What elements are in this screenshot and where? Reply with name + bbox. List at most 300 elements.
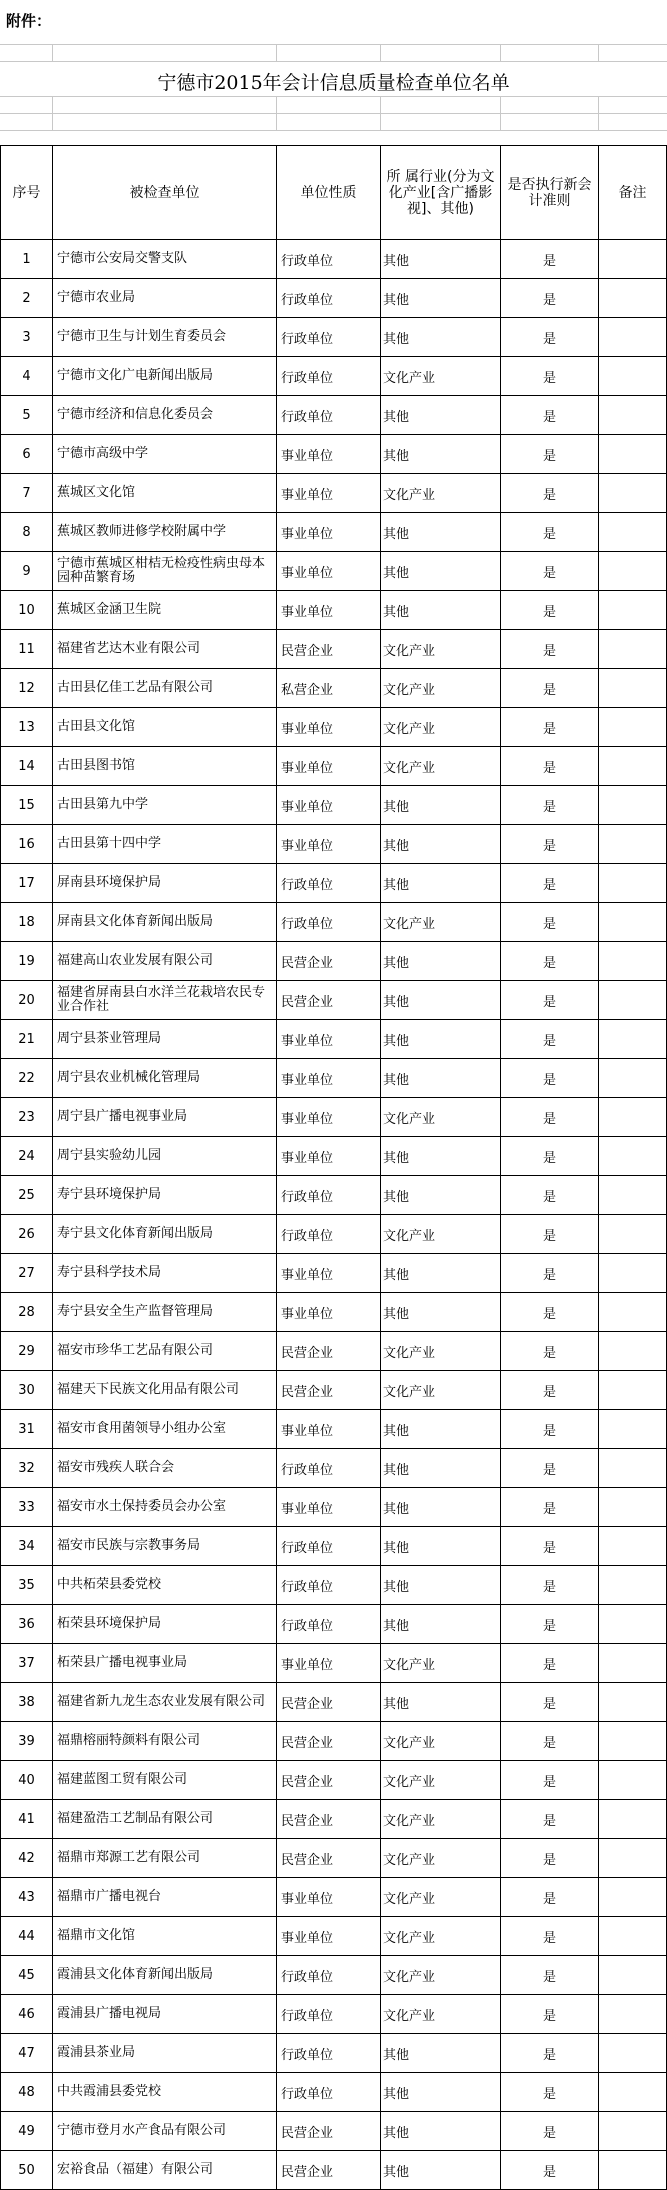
cell-remark (599, 2073, 667, 2112)
cell-remark (599, 2034, 667, 2073)
cell-unit: 寿宁县安全生产监督管理局 (53, 1293, 277, 1332)
cell-unit: 蕉城区文化馆 (53, 474, 277, 513)
header-industry: 所 属行业(分为文化产业[含广播影视]、其他) (381, 146, 501, 240)
cell-seq: 37 (1, 1644, 53, 1683)
cell-seq: 21 (1, 1020, 53, 1059)
cell-remark (599, 786, 667, 825)
cell-remark (599, 1800, 667, 1839)
cell-nature: 民营企业 (277, 1683, 381, 1722)
cell-remark (599, 1644, 667, 1683)
table-row (1, 435, 667, 474)
cell-new-standard: 是 (501, 1137, 599, 1176)
cell-seq: 41 (1, 1800, 53, 1839)
cell-industry: 文化产业 (381, 708, 501, 747)
cell-industry: 其他 (381, 1449, 501, 1488)
cell-industry: 其他 (381, 2151, 501, 2190)
cell-seq: 14 (1, 747, 53, 786)
cell-nature: 行政单位 (277, 396, 381, 435)
cell-industry: 其他 (381, 396, 501, 435)
cell-seq: 40 (1, 1761, 53, 1800)
table-row (1, 1371, 667, 1410)
cell-nature: 事业单位 (277, 1098, 381, 1137)
cell-nature: 民营企业 (277, 1371, 381, 1410)
cell-unit: 屏南县环境保护局 (53, 864, 277, 903)
cell-remark (599, 1098, 667, 1137)
cell-industry: 文化产业 (381, 903, 501, 942)
cell-unit: 福建省艺达木业有限公司 (53, 630, 277, 669)
cell-remark (599, 1293, 667, 1332)
cell-industry: 文化产业 (381, 1800, 501, 1839)
cell-industry: 其他 (381, 1020, 501, 1059)
cell-new-standard: 是 (501, 1293, 599, 1332)
cell-industry: 其他 (381, 1410, 501, 1449)
cell-unit: 蕉城区金涵卫生院 (53, 591, 277, 630)
cell-unit: 寿宁县环境保护局 (53, 1176, 277, 1215)
cell-nature: 民营企业 (277, 1839, 381, 1878)
cell-nature: 行政单位 (277, 2034, 381, 2073)
cell-seq: 6 (1, 435, 53, 474)
cell-nature: 行政单位 (277, 864, 381, 903)
cell-new-standard: 是 (501, 1449, 599, 1488)
cell-unit: 中共霞浦县委党校 (53, 2073, 277, 2112)
cell-nature: 民营企业 (277, 2112, 381, 2151)
cell-remark (599, 1605, 667, 1644)
cell-nature: 民营企业 (277, 2151, 381, 2190)
cell-seq: 46 (1, 1995, 53, 2034)
table-row (1, 1761, 667, 1800)
cell-remark (599, 669, 667, 708)
table-row (1, 1176, 667, 1215)
cell-remark (599, 1410, 667, 1449)
cell-nature: 行政单位 (277, 240, 381, 279)
cell-nature: 事业单位 (277, 474, 381, 513)
table-row (1, 2112, 667, 2151)
table-row (1, 2151, 667, 2190)
cell-seq: 35 (1, 1566, 53, 1605)
cell-new-standard: 是 (501, 786, 599, 825)
cell-nature: 事业单位 (277, 1878, 381, 1917)
cell-industry: 其他 (381, 1059, 501, 1098)
cell-industry: 其他 (381, 1176, 501, 1215)
table-row (1, 1410, 667, 1449)
blank-row (0, 45, 667, 62)
cell-new-standard: 是 (501, 903, 599, 942)
cell-new-standard: 是 (501, 513, 599, 552)
cell-remark (599, 1527, 667, 1566)
spreadsheet (0, 0, 667, 131)
cell-remark (599, 630, 667, 669)
cell-seq: 25 (1, 1176, 53, 1215)
attachment-label: 附件： (6, 12, 52, 30)
cell-industry: 文化产业 (381, 1878, 501, 1917)
cell-remark (599, 591, 667, 630)
cell-unit: 福安市水土保持委员会办公室 (53, 1488, 277, 1527)
cell-nature: 行政单位 (277, 903, 381, 942)
cell-seq: 11 (1, 630, 53, 669)
cell-nature: 事业单位 (277, 1293, 381, 1332)
cell-seq: 2 (1, 279, 53, 318)
cell-new-standard: 是 (501, 1254, 599, 1293)
table-row (1, 630, 667, 669)
cell-nature: 行政单位 (277, 1215, 381, 1254)
cell-nature: 行政单位 (277, 2073, 381, 2112)
cell-remark (599, 1683, 667, 1722)
table-row (1, 1527, 667, 1566)
cell-seq: 17 (1, 864, 53, 903)
cell-unit: 柘荣县广播电视事业局 (53, 1644, 277, 1683)
cell-industry: 其他 (381, 1488, 501, 1527)
cell-unit: 周宁县广播电视事业局 (53, 1098, 277, 1137)
cell-industry: 其他 (381, 1566, 501, 1605)
cell-new-standard: 是 (501, 435, 599, 474)
cell-seq: 30 (1, 1371, 53, 1410)
cell-nature: 事业单位 (277, 1059, 381, 1098)
cell-remark (599, 864, 667, 903)
cell-new-standard: 是 (501, 1839, 599, 1878)
cell-seq: 7 (1, 474, 53, 513)
cell-seq: 12 (1, 669, 53, 708)
table-row (1, 1449, 667, 1488)
cell-industry: 文化产业 (381, 1917, 501, 1956)
cell-seq: 31 (1, 1410, 53, 1449)
cell-nature: 行政单位 (277, 1449, 381, 1488)
cell-unit: 中共柘荣县委党校 (53, 1566, 277, 1605)
table-row (1, 1293, 667, 1332)
cell-seq: 32 (1, 1449, 53, 1488)
table-row (1, 1254, 667, 1293)
cell-remark (599, 1995, 667, 2034)
cell-remark (599, 1878, 667, 1917)
cell-new-standard: 是 (501, 2151, 599, 2190)
cell-nature: 行政单位 (277, 1527, 381, 1566)
table-row (1, 318, 667, 357)
table-row (1, 1644, 667, 1683)
cell-remark (599, 1488, 667, 1527)
table-row (1, 513, 667, 552)
cell-seq: 23 (1, 1098, 53, 1137)
cell-seq: 34 (1, 1527, 53, 1566)
table-row (1, 1839, 667, 1878)
cell-industry: 文化产业 (381, 1995, 501, 2034)
cell-remark (599, 1215, 667, 1254)
cell-nature: 事业单位 (277, 1137, 381, 1176)
cell-industry: 文化产业 (381, 1098, 501, 1137)
cell-industry: 其他 (381, 279, 501, 318)
cell-unit: 福鼎市郑源工艺有限公司 (53, 1839, 277, 1878)
cell-remark (599, 1917, 667, 1956)
cell-unit: 宁德市公安局交警支队 (53, 240, 277, 279)
cell-industry: 其他 (381, 513, 501, 552)
cell-remark (599, 1254, 667, 1293)
cell-industry: 文化产业 (381, 474, 501, 513)
cell-remark (599, 396, 667, 435)
table-row (1, 981, 667, 1020)
table-row (1, 279, 667, 318)
cell-nature: 行政单位 (277, 1956, 381, 1995)
cell-unit: 福建天下民族文化用品有限公司 (53, 1371, 277, 1410)
cell-new-standard: 是 (501, 1956, 599, 1995)
cell-nature: 民营企业 (277, 1761, 381, 1800)
cell-new-standard: 是 (501, 2073, 599, 2112)
cell-industry: 其他 (381, 240, 501, 279)
cell-nature: 行政单位 (277, 1566, 381, 1605)
cell-unit: 古田县文化馆 (53, 708, 277, 747)
cell-new-standard: 是 (501, 1644, 599, 1683)
page-title: 宁德市2015年会计信息质量检查单位名单 (157, 72, 510, 94)
cell-remark (599, 1761, 667, 1800)
cell-new-standard: 是 (501, 1761, 599, 1800)
cell-seq: 4 (1, 357, 53, 396)
cell-unit: 福建省屏南县白水洋兰花栽培农民专业合作社 (53, 981, 277, 1020)
cell-unit: 古田县图书馆 (53, 747, 277, 786)
cell-unit: 柘荣县环境保护局 (53, 1605, 277, 1644)
cell-unit: 福鼎榕丽特颜料有限公司 (53, 1722, 277, 1761)
cell-remark (599, 2112, 667, 2151)
cell-remark (599, 981, 667, 1020)
cell-seq: 10 (1, 591, 53, 630)
cell-nature: 事业单位 (277, 552, 381, 591)
cell-nature: 行政单位 (277, 1605, 381, 1644)
cell-industry: 文化产业 (381, 1332, 501, 1371)
cell-seq: 36 (1, 1605, 53, 1644)
cell-new-standard: 是 (501, 2034, 599, 2073)
cell-industry: 文化产业 (381, 1956, 501, 1995)
cell-nature: 私营企业 (277, 669, 381, 708)
cell-nature: 事业单位 (277, 435, 381, 474)
cell-unit: 古田县亿佳工艺品有限公司 (53, 669, 277, 708)
header-unit: 被检查单位 (53, 146, 277, 240)
cell-unit: 福建高山农业发展有限公司 (53, 942, 277, 981)
table-row (1, 1488, 667, 1527)
header-nature: 单位性质 (277, 146, 381, 240)
cell-remark (599, 825, 667, 864)
cell-new-standard: 是 (501, 1917, 599, 1956)
cell-seq: 48 (1, 2073, 53, 2112)
cell-new-standard: 是 (501, 1098, 599, 1137)
table-row (1, 474, 667, 513)
cell-industry: 其他 (381, 1605, 501, 1644)
cell-new-standard: 是 (501, 279, 599, 318)
cell-seq: 29 (1, 1332, 53, 1371)
cell-nature: 民营企业 (277, 630, 381, 669)
cell-remark (599, 435, 667, 474)
blank-row (0, 97, 667, 114)
cell-unit: 宁德市卫生与计划生育委员会 (53, 318, 277, 357)
cell-seq: 44 (1, 1917, 53, 1956)
cell-new-standard: 是 (501, 669, 599, 708)
cell-seq: 16 (1, 825, 53, 864)
cell-unit: 古田县第十四中学 (53, 825, 277, 864)
cell-remark (599, 318, 667, 357)
cell-unit: 古田县第九中学 (53, 786, 277, 825)
cell-industry: 其他 (381, 786, 501, 825)
table-row (1, 1683, 667, 1722)
cell-nature: 行政单位 (277, 279, 381, 318)
cell-nature: 行政单位 (277, 357, 381, 396)
table-row (1, 669, 667, 708)
cell-seq: 5 (1, 396, 53, 435)
cell-remark (599, 1059, 667, 1098)
cell-unit: 周宁县农业机械化管理局 (53, 1059, 277, 1098)
cell-industry: 文化产业 (381, 357, 501, 396)
cell-remark (599, 1566, 667, 1605)
cell-unit: 寿宁县文化体育新闻出版局 (53, 1215, 277, 1254)
cell-unit: 屏南县文化体育新闻出版局 (53, 903, 277, 942)
cell-industry: 其他 (381, 981, 501, 1020)
cell-unit: 宁德市高级中学 (53, 435, 277, 474)
cell-nature: 事业单位 (277, 1644, 381, 1683)
cell-remark (599, 357, 667, 396)
cell-remark (599, 1176, 667, 1215)
cell-industry: 文化产业 (381, 1839, 501, 1878)
cell-nature: 民营企业 (277, 1722, 381, 1761)
cell-new-standard: 是 (501, 942, 599, 981)
cell-industry: 其他 (381, 1254, 501, 1293)
cell-unit: 福鼎市文化馆 (53, 1917, 277, 1956)
cell-unit: 宁德市农业局 (53, 279, 277, 318)
cell-unit: 寿宁县科学技术局 (53, 1254, 277, 1293)
cell-unit: 霞浦县茶业局 (53, 2034, 277, 2073)
table-row (1, 942, 667, 981)
cell-unit: 霞浦县广播电视局 (53, 1995, 277, 2034)
cell-new-standard: 是 (501, 591, 599, 630)
cell-industry: 其他 (381, 1683, 501, 1722)
cell-remark (599, 474, 667, 513)
cell-industry: 其他 (381, 942, 501, 981)
table-row (1, 1605, 667, 1644)
cell-nature: 事业单位 (277, 786, 381, 825)
cell-new-standard: 是 (501, 1371, 599, 1410)
header-seq: 序号 (1, 146, 53, 240)
cell-remark (599, 279, 667, 318)
cell-seq: 38 (1, 1683, 53, 1722)
cell-unit: 福安市珍华工艺品有限公司 (53, 1332, 277, 1371)
cell-remark (599, 1722, 667, 1761)
cell-remark (599, 1332, 667, 1371)
table-row (1, 1722, 667, 1761)
header-new-standard: 是否执行新会计准则 (501, 146, 599, 240)
cell-nature: 事业单位 (277, 1410, 381, 1449)
cell-nature: 行政单位 (277, 1176, 381, 1215)
cell-seq: 20 (1, 981, 53, 1020)
cell-new-standard: 是 (501, 1527, 599, 1566)
table-row (1, 1020, 667, 1059)
cell-unit: 蕉城区教师进修学校附属中学 (53, 513, 277, 552)
cell-new-standard: 是 (501, 630, 599, 669)
cell-seq: 15 (1, 786, 53, 825)
cell-seq: 28 (1, 1293, 53, 1332)
table-row (1, 747, 667, 786)
cell-unit: 宁德市登月水产食品有限公司 (53, 2112, 277, 2151)
cell-remark (599, 2151, 667, 2190)
cell-remark (599, 942, 667, 981)
table-row (1, 1059, 667, 1098)
table-body (1, 240, 667, 2190)
table-row (1, 1332, 667, 1371)
cell-new-standard: 是 (501, 1566, 599, 1605)
inspection-table (0, 145, 667, 2190)
cell-remark (599, 1020, 667, 1059)
cell-nature: 事业单位 (277, 513, 381, 552)
attachment-row (0, 0, 667, 45)
cell-new-standard: 是 (501, 1800, 599, 1839)
cell-industry: 其他 (381, 825, 501, 864)
cell-unit: 福建盈浩工艺制品有限公司 (53, 1800, 277, 1839)
cell-seq: 43 (1, 1878, 53, 1917)
cell-seq: 3 (1, 318, 53, 357)
cell-industry: 文化产业 (381, 1371, 501, 1410)
cell-new-standard: 是 (501, 1605, 599, 1644)
cell-nature: 事业单位 (277, 747, 381, 786)
cell-seq: 22 (1, 1059, 53, 1098)
cell-new-standard: 是 (501, 1995, 599, 2034)
cell-industry: 其他 (381, 1527, 501, 1566)
cell-new-standard: 是 (501, 708, 599, 747)
cell-industry: 文化产业 (381, 1644, 501, 1683)
table-header-row (1, 146, 667, 240)
cell-industry: 其他 (381, 2034, 501, 2073)
cell-remark (599, 240, 667, 279)
cell-unit: 宁德市经济和信息化委员会 (53, 396, 277, 435)
cell-unit: 福安市食用菌领导小组办公室 (53, 1410, 277, 1449)
cell-industry: 其他 (381, 591, 501, 630)
cell-nature: 民营企业 (277, 942, 381, 981)
cell-unit: 宏裕食品（福建）有限公司 (53, 2151, 277, 2190)
cell-nature: 事业单位 (277, 1020, 381, 1059)
cell-new-standard: 是 (501, 1020, 599, 1059)
cell-new-standard: 是 (501, 240, 599, 279)
cell-seq: 26 (1, 1215, 53, 1254)
cell-industry: 文化产业 (381, 669, 501, 708)
cell-new-standard: 是 (501, 2112, 599, 2151)
cell-new-standard: 是 (501, 1215, 599, 1254)
cell-remark (599, 903, 667, 942)
cell-nature: 事业单位 (277, 1254, 381, 1293)
cell-nature: 事业单位 (277, 591, 381, 630)
cell-seq: 9 (1, 552, 53, 591)
cell-new-standard: 是 (501, 357, 599, 396)
cell-industry: 其他 (381, 552, 501, 591)
cell-seq: 42 (1, 1839, 53, 1878)
cell-nature: 民营企业 (277, 981, 381, 1020)
table-row (1, 1215, 667, 1254)
cell-nature: 民营企业 (277, 1332, 381, 1371)
cell-industry: 其他 (381, 435, 501, 474)
table-row (1, 1956, 667, 1995)
cell-remark (599, 1137, 667, 1176)
cell-seq: 50 (1, 2151, 53, 2190)
cell-remark (599, 552, 667, 591)
cell-industry: 其他 (381, 864, 501, 903)
cell-remark (599, 1371, 667, 1410)
cell-unit: 周宁县茶业管理局 (53, 1020, 277, 1059)
cell-new-standard: 是 (501, 747, 599, 786)
cell-seq: 24 (1, 1137, 53, 1176)
cell-nature: 行政单位 (277, 318, 381, 357)
table-row (1, 903, 667, 942)
cell-new-standard: 是 (501, 1722, 599, 1761)
cell-industry: 文化产业 (381, 747, 501, 786)
table-row (1, 357, 667, 396)
cell-nature: 事业单位 (277, 825, 381, 864)
cell-seq: 13 (1, 708, 53, 747)
table-row (1, 1917, 667, 1956)
blank-row (0, 114, 667, 131)
cell-new-standard: 是 (501, 1683, 599, 1722)
cell-industry: 文化产业 (381, 1215, 501, 1254)
cell-unit: 周宁县实验幼儿园 (53, 1137, 277, 1176)
cell-seq: 27 (1, 1254, 53, 1293)
